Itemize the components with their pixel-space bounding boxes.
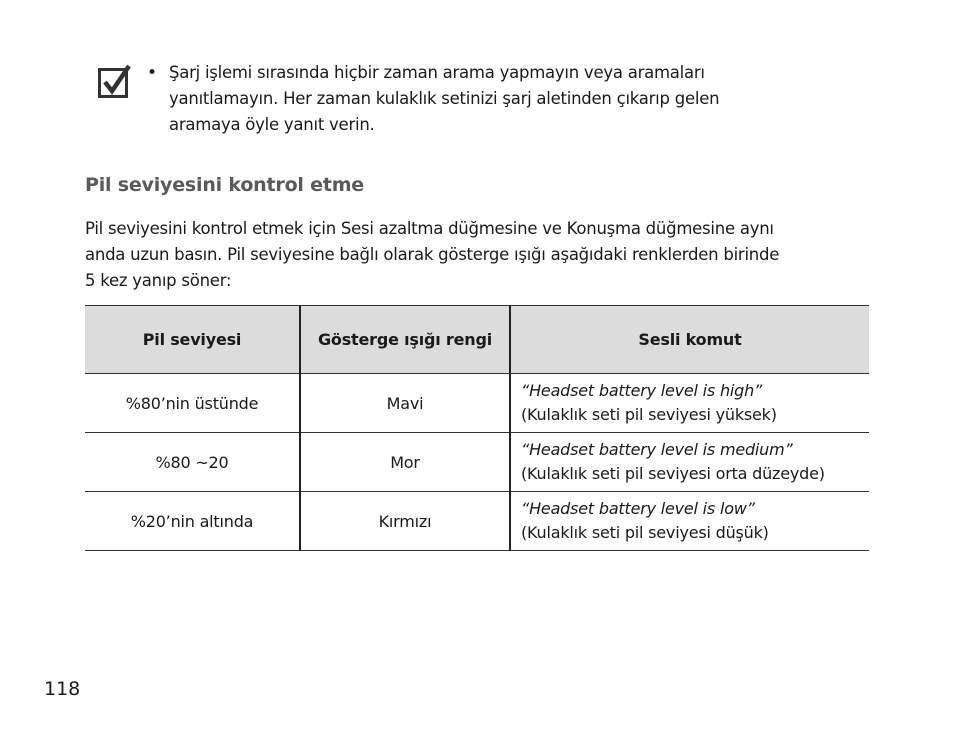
voice-command-english: “Headset battery level is medium” xyxy=(521,440,793,459)
table-header-row xyxy=(85,306,869,374)
intro-line: Pil seviyesini kontrol etmek için Sesi azaltma düğmesine ve Konuşma düğmesine aynı xyxy=(85,219,774,238)
battery-level-cell: %80’nin üstünde xyxy=(85,374,300,433)
header-battery-level: Pil seviyesi xyxy=(85,306,300,374)
voice-command-cell xyxy=(510,492,869,551)
battery-level-cell: %80 ~20 xyxy=(85,433,300,492)
voice-command-turkish: (Kulaklık seti pil seviyesi orta düzeyde) xyxy=(521,464,825,483)
section-title: Pil seviyesini kontrol etme xyxy=(85,174,364,196)
battery-level-cell: %20’nin altında xyxy=(85,492,300,551)
note-line: Şarj işlemi sırasında hiçbir zaman arama yapmayın veya aramaları xyxy=(169,63,705,82)
table-row xyxy=(85,492,869,551)
charging-note xyxy=(169,60,849,138)
voice-command-turkish: (Kulaklık seti pil seviyesi düşük) xyxy=(521,523,769,542)
table-row xyxy=(85,433,869,492)
table-row xyxy=(85,374,869,433)
header-voice-command: Sesli komut xyxy=(510,306,869,374)
voice-command-english: “Headset battery level is low” xyxy=(521,499,755,518)
note-bullet: • xyxy=(147,63,158,83)
indicator-color-cell: Mavi xyxy=(300,374,510,433)
intro-paragraph xyxy=(85,216,885,294)
header-indicator-color: Gösterge ışığı rengi xyxy=(300,306,510,374)
voice-command-english: “Headset battery level is high” xyxy=(521,381,763,400)
intro-line: 5 kez yanıp söner: xyxy=(85,271,232,290)
indicator-color-cell: Kırmızı xyxy=(300,492,510,551)
page-number: 118 xyxy=(44,678,81,700)
voice-command-turkish: (Kulaklık seti pil seviyesi yüksek) xyxy=(521,405,777,424)
checkbox-check-icon xyxy=(98,64,131,99)
intro-line: anda uzun basın. Pil seviyesine bağlı olarak gösterge ışığı aşağıdaki renklerden birinde xyxy=(85,245,780,264)
note-line: aramaya öyle yanıt verin. xyxy=(169,115,375,134)
battery-level-table xyxy=(85,305,869,551)
voice-command-cell xyxy=(510,433,869,492)
voice-command-cell xyxy=(510,374,869,433)
indicator-color-cell: Mor xyxy=(300,433,510,492)
note-line: yanıtlamayın. Her zaman kulaklık setinizi şarj aletinden çıkarıp gelen xyxy=(169,89,720,108)
